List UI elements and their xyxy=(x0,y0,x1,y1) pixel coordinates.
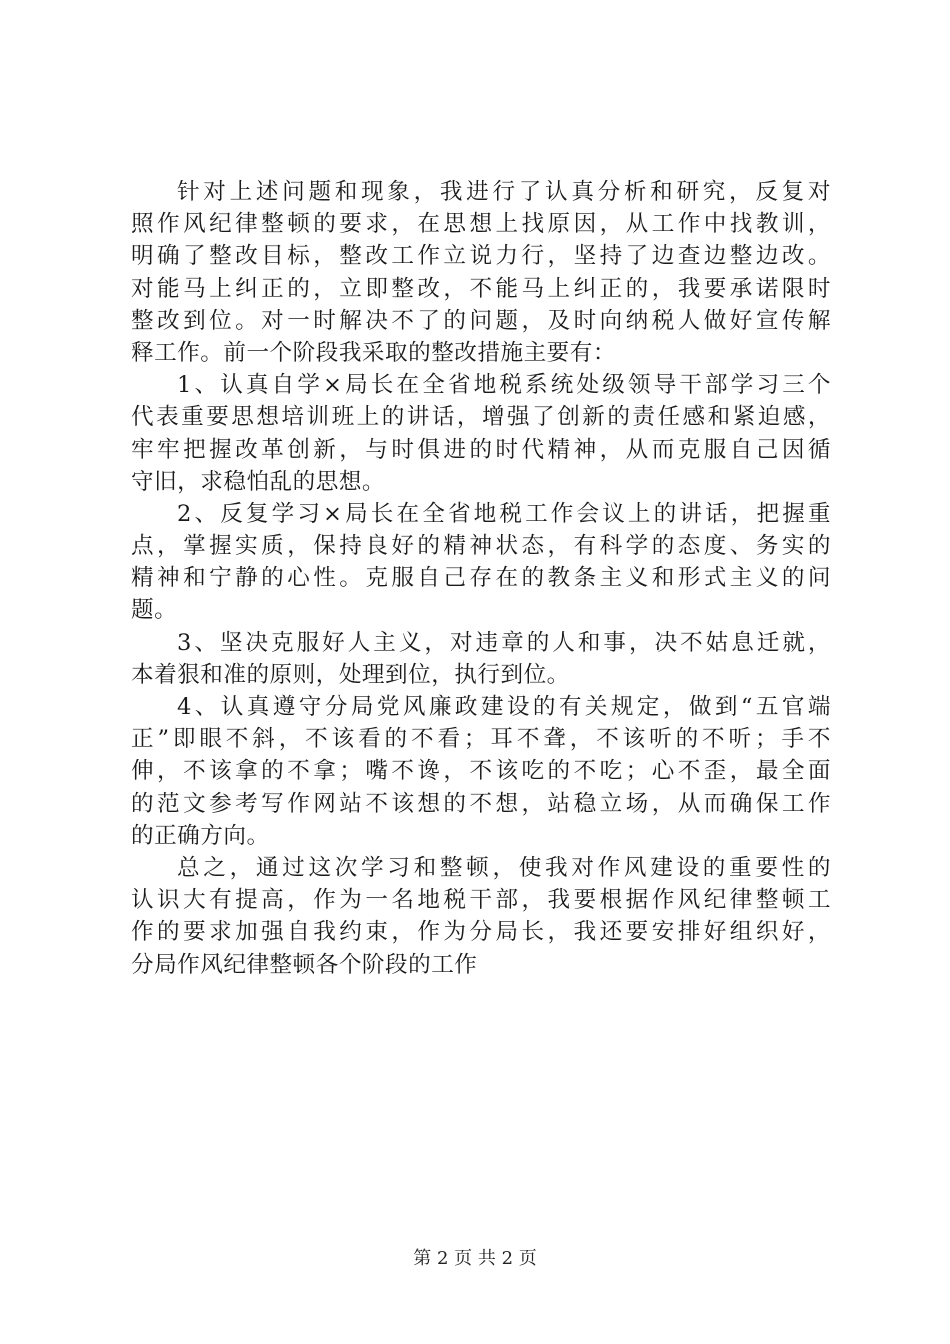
text-line: 作的要求加强自我约束，作为分局长，我还要安排好组织好， xyxy=(131,919,831,946)
document-body xyxy=(131,176,831,981)
text-line: 明确了整改目标，整改工作立说力行，坚持了边查边整边改。 xyxy=(131,243,831,270)
text-line: 1、认真自学×局长在全省地税系统处级领导干部学习三个 xyxy=(177,372,831,399)
text-line: 针对上述问题和现象，我进行了认真分析和研究，反复对 xyxy=(177,179,831,205)
text-line: 精神和宁静的心性。克服自己存在的教条主义和形式主义的问 xyxy=(131,565,831,592)
page-number-footer: 第 2 页 共 2 页 xyxy=(413,1248,537,1269)
text-line: 3、坚决克服好人主义，对违章的人和事，决不姑息迁就， xyxy=(177,629,831,656)
text-line: 本着狠和准的原则，处理到位，执行到位。 xyxy=(131,661,570,688)
text-line: 题。 xyxy=(131,597,178,624)
text-line: 伸，不该拿的不拿；嘴不谗，不该吃的不吃；心不歪，最全面 xyxy=(131,758,831,785)
text-line: 守旧，求稳怕乱的思想。 xyxy=(131,468,386,495)
text-line: 正”即眼不斜，不该看的不看；耳不聋，不该听的不听；手不 xyxy=(131,726,831,753)
text-line: 点，掌握实质，保持良好的精神状态，有科学的态度、务实的 xyxy=(131,533,831,560)
text-line: 照作风纪律整顿的要求，在思想上找原因，从工作中找教训， xyxy=(131,211,831,238)
text-line: 总之，通过这次学习和整顿，使我对作风建设的重要性的 xyxy=(177,854,831,881)
text-line: 4、认真遵守分局党风廉政建设的有关规定，做到“五官端 xyxy=(177,694,831,720)
text-line: 代表重要思想培训班上的讲话，增强了创新的责任感和紧迫感， xyxy=(131,404,831,431)
text-line: 的正确方向。 xyxy=(131,822,270,849)
text-line: 分局作风纪律整顿各个阶段的工作 xyxy=(131,951,478,978)
text-line: 整改到位。对一时解决不了的问题，及时向纳税人做好宣传解 xyxy=(131,307,831,334)
text-line: 认识大有提高，作为一名地税干部，我要根据作风纪律整顿工 xyxy=(131,887,831,914)
text-line: 2、反复学习×局长在全省地税工作会议上的讲话，把握重 xyxy=(177,500,831,527)
text-line: 对能马上纠正的，立即整改，不能马上纠正的，我要承诺限时 xyxy=(131,275,831,302)
text-line: 牢牢把握改革创新，与时俱进的时代精神，从而克服自己因循 xyxy=(131,436,831,463)
text-line: 释工作。前一个阶段我采取的整改措施主要有： xyxy=(131,339,616,366)
text-line: 的范文参考写作网站不该想的不想，站稳立场，从而确保工作 xyxy=(131,790,831,817)
